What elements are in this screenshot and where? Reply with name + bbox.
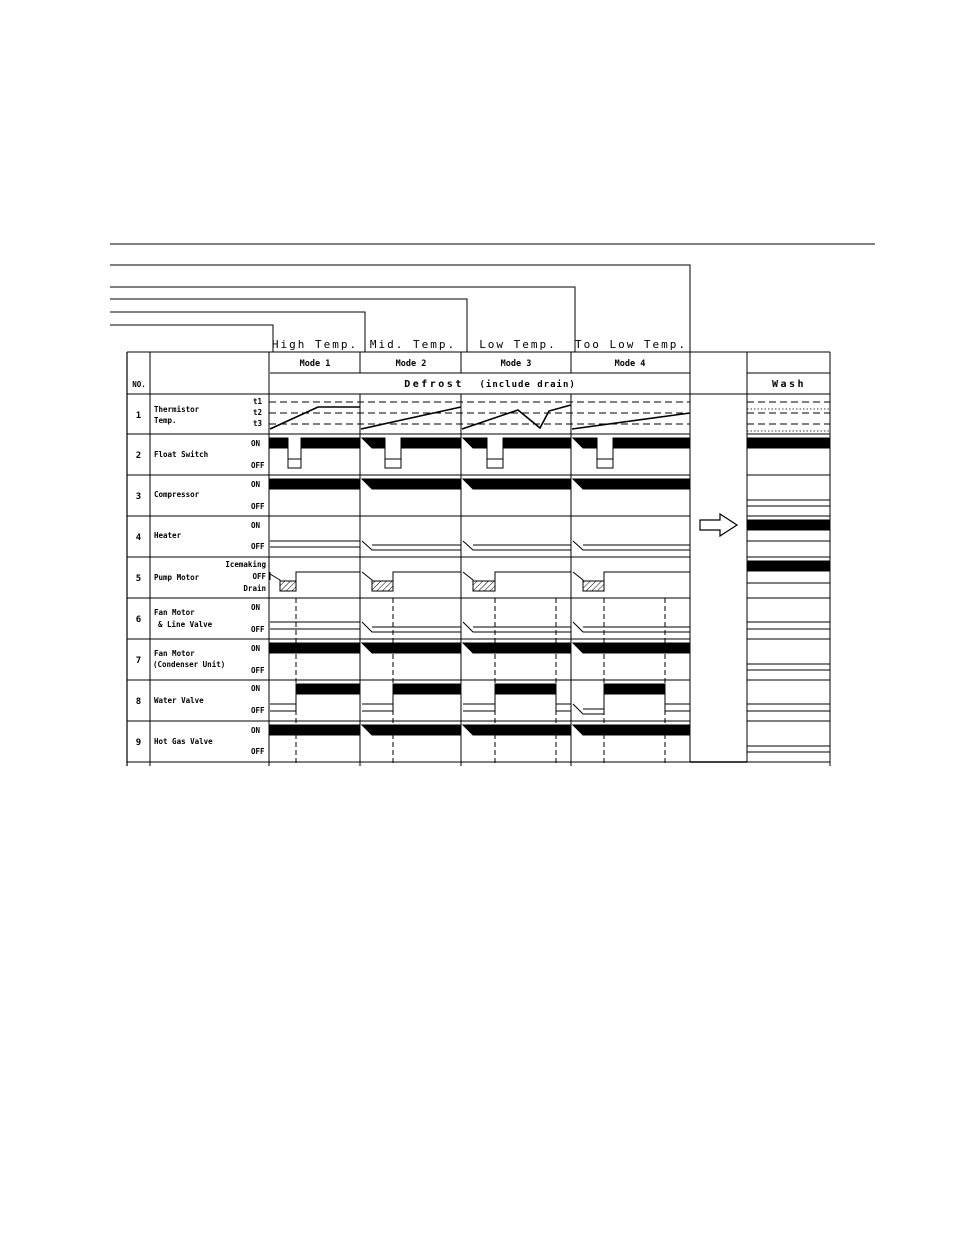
row-4-state-on: ON	[251, 521, 261, 530]
wash-phase-header: Wash	[771, 379, 807, 390]
row-3-state-off: OFF	[251, 502, 265, 511]
mode-1-header: Mode 1	[299, 359, 331, 369]
fan-condenser-trace	[270, 643, 830, 670]
row-9-number: 9	[135, 738, 143, 748]
row-4-state-off: OFF	[251, 542, 265, 551]
row-5-state-drain: Drain	[243, 584, 266, 593]
row-1-label: Thermistor	[154, 405, 200, 414]
row-1-label-2: Temp.	[154, 416, 177, 425]
branch-label-mid: Mid. Temp.	[369, 338, 457, 351]
row-8-label: Water Valve	[154, 696, 204, 705]
row-6-number: 6	[135, 615, 143, 625]
row-5-label: Pump Motor	[154, 573, 200, 582]
row-6-state-on: ON	[251, 603, 261, 612]
row-6-label: Fan Motor	[154, 608, 195, 617]
branch-label-high: High Temp.	[271, 338, 359, 351]
row-9-state-off: OFF	[251, 747, 265, 756]
mode-3-header: Mode 3	[500, 359, 532, 369]
compressor-trace	[270, 479, 830, 506]
row-5-state-icemaking: Icemaking	[225, 560, 266, 569]
no-column-header: NO.	[132, 380, 146, 389]
hot-gas-valve-trace	[270, 725, 830, 752]
timing-markers	[296, 598, 665, 766]
row-4-number: 4	[135, 533, 143, 543]
pump-motor-trace	[270, 561, 830, 591]
row-8-state-on: ON	[251, 684, 261, 693]
row-8-number: 8	[135, 697, 143, 707]
row-6-state-off: OFF	[251, 625, 265, 634]
row-1-number: 1	[135, 411, 143, 421]
row-2-state-on: ON	[251, 439, 261, 448]
row-7-state-off: OFF	[251, 666, 265, 675]
thermistor-level-t1: t1	[253, 397, 263, 406]
row-2-label: Float Switch	[154, 450, 209, 459]
defrost-phase-header: Defrost (include drain)	[404, 379, 576, 390]
row-labels	[136, 397, 267, 756]
row-3-state-on: ON	[251, 480, 261, 489]
row-9-label: Hot Gas Valve	[154, 737, 213, 746]
mode-2-header: Mode 2	[395, 359, 427, 369]
row-9-state-on: ON	[251, 726, 261, 735]
row-4-label: Heater	[154, 531, 182, 540]
row-2-number: 2	[135, 451, 143, 461]
thermistor-level-t3: t3	[253, 419, 263, 428]
row-7-number: 7	[135, 656, 143, 666]
branch-label-too-low: Too Low Temp.	[574, 338, 688, 351]
row-5-state-off: OFF	[252, 572, 266, 581]
row-3-number: 3	[135, 492, 143, 502]
mode-4-header: Mode 4	[614, 359, 646, 369]
thermistor-level-t2: t2	[253, 408, 263, 417]
row-7-label-2: (Condenser Unit)	[153, 660, 226, 669]
row-7-state-on: ON	[251, 644, 261, 653]
row-7-label: Fan Motor	[154, 649, 195, 658]
row-6-label-2: & Line Valve	[158, 620, 213, 629]
branch-label-low: Low Temp.	[479, 338, 557, 351]
float-switch-trace	[270, 438, 830, 468]
heater-trace	[270, 520, 830, 550]
water-valve-trace	[270, 684, 830, 714]
right-arrow-icon	[700, 514, 737, 536]
thermistor-trace	[269, 402, 830, 431]
fan-line-valve-trace	[270, 622, 830, 632]
row-3-label: Compressor	[154, 490, 200, 499]
row-5-number: 5	[135, 574, 143, 584]
row-2-state-off: OFF	[251, 461, 265, 470]
row-8-state-off: OFF	[251, 706, 265, 715]
